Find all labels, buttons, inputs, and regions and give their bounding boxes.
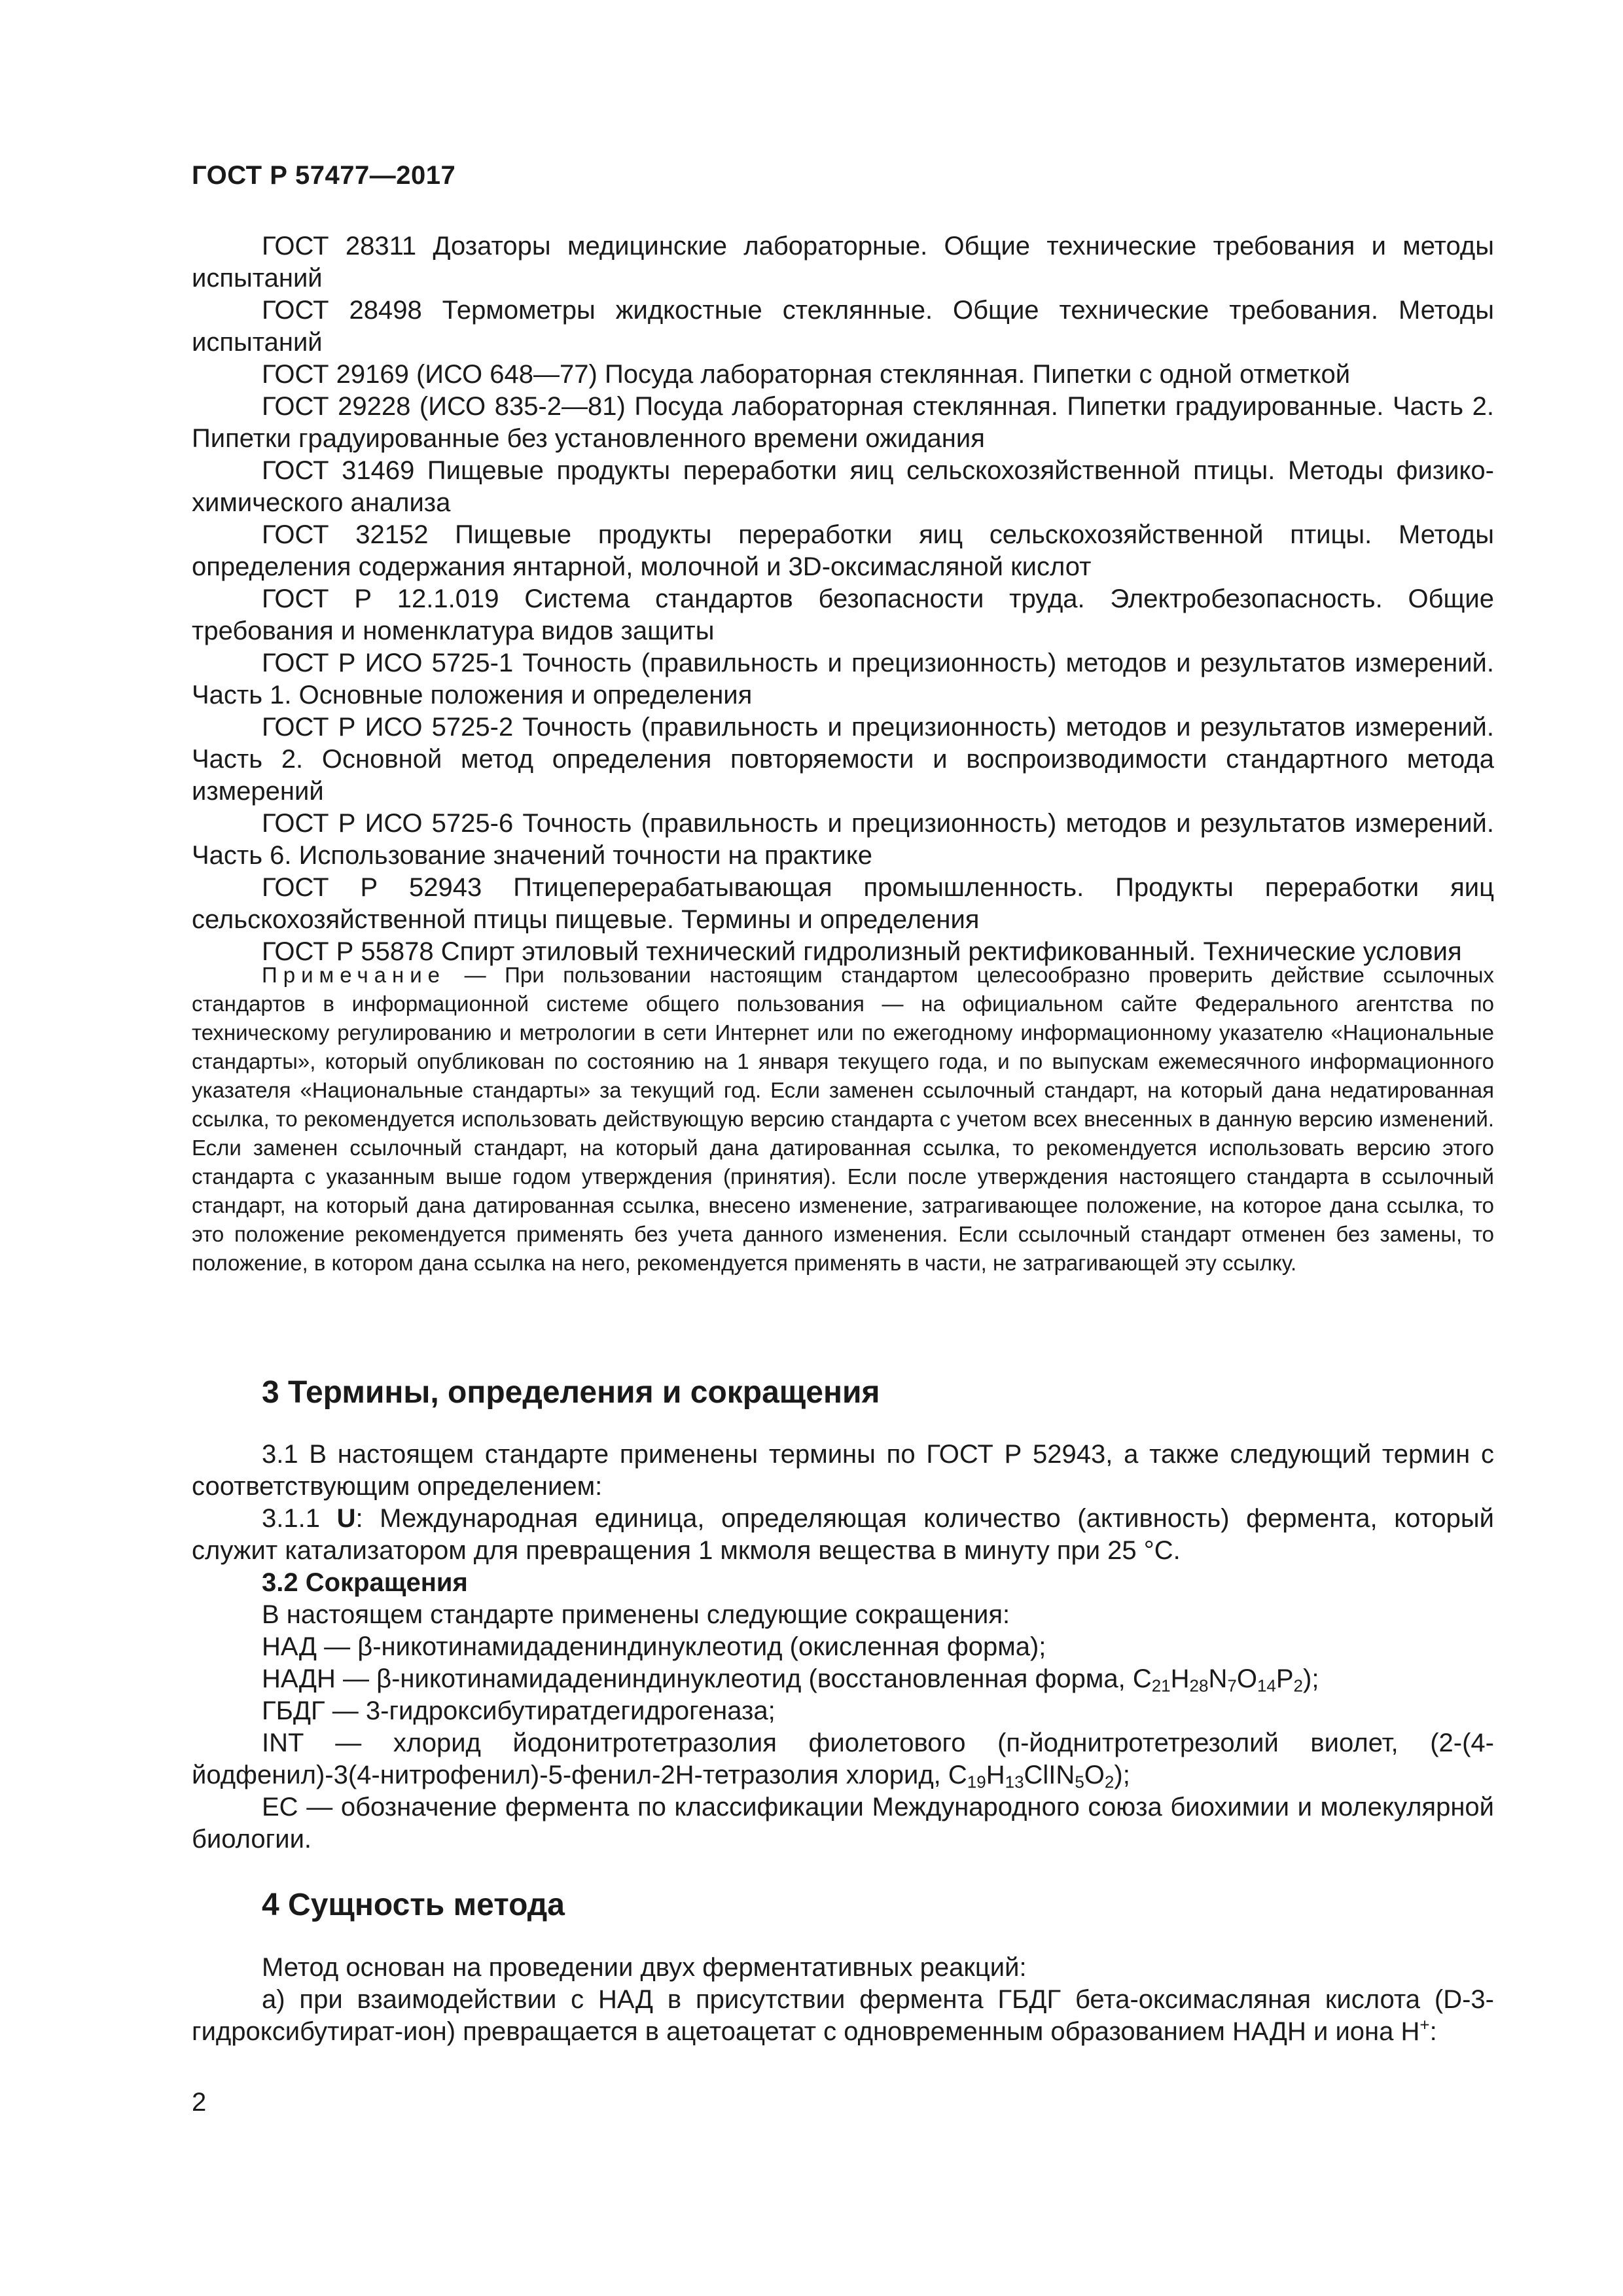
reference-item: ГОСТ Р 52943 Птицеперерабатывающая промышленность. Продукты переработки яиц сельскохозяйственной птицы пищевые. Термины и определения	[192, 873, 1494, 934]
section-3-body	[192, 1439, 1494, 1856]
clause-3-2-heading: 3.2 Сокращения	[262, 1568, 468, 1597]
section-3-title: 3 Термины, определения и сокращения	[262, 1375, 880, 1410]
document-code-header: ГОСТ Р 57477—2017	[192, 161, 456, 190]
abbr-int-text: INT — хлорид йодонитротетразолия фиолетового (п-йоднитротетрезолий виолет, (2-(4-йодфенил)-3(4-нитрофенил)-5-фенил-2Н-тетразолия хлорид,	[192, 1729, 1494, 1789]
reference-item: ГОСТ 28498 Термометры жидкостные стеклянные. Общие технические требования. Методы испытаний	[192, 296, 1494, 357]
abbr-nad: НАД — β-никотинамидадениндинуклеотид (окисленная форма);	[262, 1632, 1046, 1661]
reference-item: ГОСТ Р ИСО 5725-1 Точность (правильность и прецизионность) методов и результатов измерений. Часть 1. Основные положения и определения	[192, 649, 1494, 709]
reference-item: ГОСТ 29228 (ИСО 835-2—81) Посуда лабораторная стеклянная. Пипетки градуированные. Часть 2. Пипетки градуированные без установленного времени ожидания	[192, 392, 1494, 453]
section-4-title: 4 Сущность метода	[262, 1888, 565, 1922]
clause-3-1-1	[192, 1503, 1494, 1567]
abbr-int: INT — хлорид йодонитротетразолия фиолетового (п-йоднитротетрезолий виолет, (2-(4-йодфенил)-3(4-нитрофенил)-5-фенил-2Н-тетразолия хлорид, $C_{19}H_{13}ClIN_5O_2$);	[192, 1729, 1494, 1792]
abbr-nadh: НАДН — β-никотинамидадениндинуклеотид (восстановленная форма, $C_{21}H_{28}N_7O_{14}P_2$);	[262, 1664, 1319, 1696]
note-text: — При пользовании настоящим стандартом целесообразно проверить действие ссылочных стандартов в информационной системе общего пользования — на официальном сайте Федерального агентства по техническому регулированию и метрологии в сети Интернет или по ежегодному информационному указателю «Национальные стандарты», который опубликован по состоянию на 1 января текущего года, и по выпускам ежемесячного информационного указателя «Национальные стандарты» за текущий год. Если заменен ссылочный стандарт, на который дана недатированная ссылка, то рекомендуется использовать действующую версию стандарта с учетом всех внесенных в данную версию изменений. Если заменен ссылочный стандарт, на который дана датированная ссылка, то рекомендуется использовать версию этого стандарта с указанным выше годом утверждения (принятия). Если после утверждения настоящего стандарта в ссылочный стандарт, на который дана датированная ссылка, внесено изменение, затрагивающее положение, на которое дана ссылка, то это положение рекомендуется применять без учета данного изменения. Если ссылочный стандарт отменен без замены, то положение, в котором дана ссылка на него, рекомендуется применять в части, не затрагивающей эту ссылку.	[192, 963, 1495, 1275]
term-u-definition: : Международная единица, определяющая количество (активность) фермента, который служит катализатором для превращения 1 мкмоля вещества в минуту при 25 °С.	[192, 1504, 1494, 1565]
section-4-body	[192, 1952, 1494, 2048]
term-u: U	[336, 1504, 356, 1533]
reference-item: ГОСТ Р 55878 Спирт этиловый технический гидролизный ректификованный. Технические условия	[262, 937, 1462, 966]
reference-item: ГОСТ Р ИСО 5725-6 Точность (правильность и прецизионность) методов и результатов измерений. Часть 6. Использование значений точности на практике	[192, 809, 1494, 870]
abbr-nadh-text: НАДН — β-никотинамидадениндинуклеотид (восстановленная форма,	[262, 1664, 1133, 1693]
normative-references-list	[192, 230, 1494, 968]
page-number: 2	[192, 2088, 207, 2117]
clause-3-1: 3.1 В настоящем стандарте применены термины по ГОСТ Р 52943, а также следующий термин с соответствующим определением:	[192, 1440, 1494, 1501]
reference-item: ГОСТ 32152 Пищевые продукты переработки яиц сельскохозяйственной птицы. Методы определения содержания янтарной, молочной и 3D-оксимасляной кислот	[192, 520, 1494, 581]
nadh-formula: $C_{21}H_{28}N_7O_{14}P_2$	[1132, 1664, 1304, 1696]
method-intro: Метод основан на проведении двух ферментативных реакций:	[262, 1953, 1027, 1982]
reference-item: ГОСТ Р 12.1.019 Система стандартов безопасности труда. Электробезопасность. Общие требования и номенклатура видов защиты	[192, 584, 1494, 645]
int-formula: $C_{19}H_{13}ClIN_5O_2$	[948, 1761, 1115, 1792]
abbr-ec: ЕС — обозначение фермента по классификации Международного союза биохимии и молекулярной биологии.	[192, 1793, 1494, 1854]
reference-item: ГОСТ 31469 Пищевые продукты переработки яиц сельскохозяйственной птицы. Методы физико-химического анализа	[192, 456, 1494, 517]
clause-3-1-1-number: 3.1.1	[262, 1504, 320, 1533]
reaction-a: а) при взаимодействии с НАД в присутствии фермента ГБДГ бета-оксимасляная кислота (D-3-гидроксибутират-ион) превращается в ацетоацетат с одновременным образованием НАДН и иона Н+:	[192, 1985, 1494, 2046]
reference-item: ГОСТ 29169 (ИСО 648—77) Посуда лабораторная стеклянная. Пипетки с одной отметкой	[262, 360, 1351, 389]
reference-item: ГОСТ Р ИСО 5725-2 Точность (правильность и прецизионность) методов и результатов измерений. Часть 2. Основной метод определения повторяемости и воспроизводимости стандартного метода измерений	[192, 713, 1494, 806]
reference-note	[192, 961, 1494, 1278]
abbr-gbdg: ГБДГ — 3-гидроксибутиратдегидрогеназа;	[262, 1696, 776, 1725]
abbreviations-intro: В настоящем стандарте применены следующие сокращения:	[262, 1600, 1010, 1629]
note-label: Примечание	[262, 963, 446, 987]
reference-item: ГОСТ 28311 Дозаторы медицинские лабораторные. Общие технические требования и методы испытаний	[192, 232, 1494, 293]
